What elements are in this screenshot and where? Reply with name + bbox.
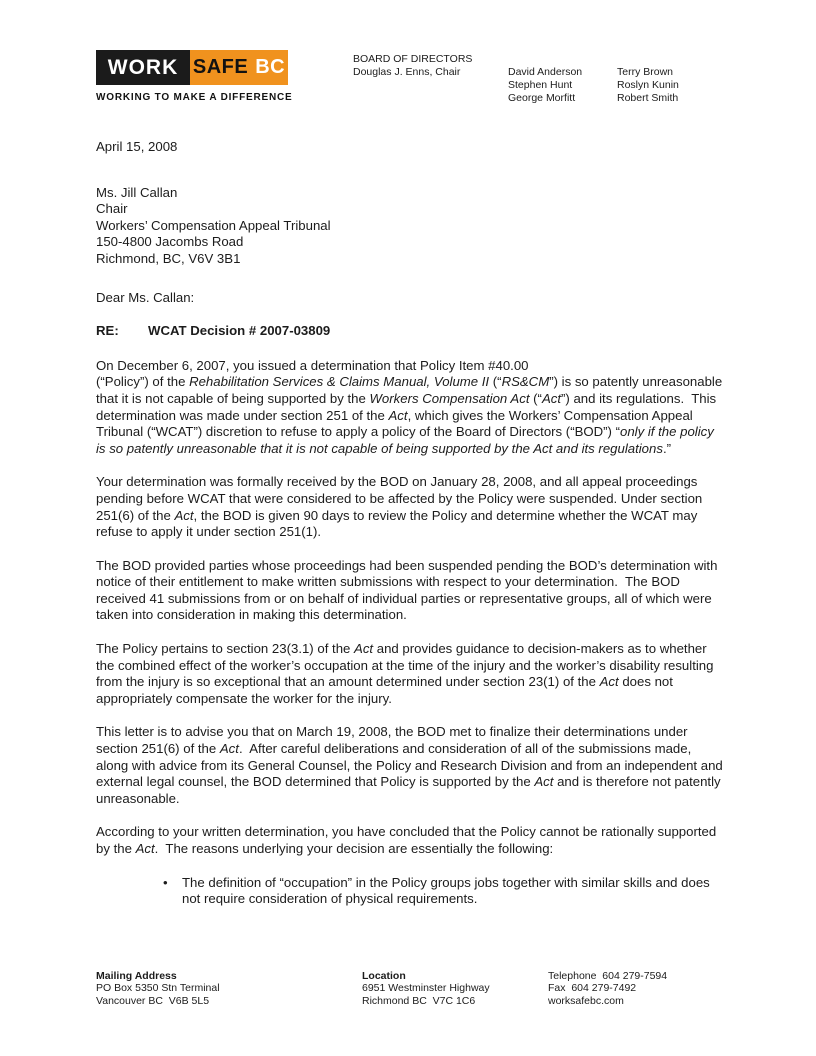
re-subject: WCAT Decision # 2007-03809 [148,323,331,339]
italic-text-segment: Act [174,507,194,523]
italic-text-segment: Act [541,390,561,406]
logo-wordmark [96,50,288,85]
italic-text-segment: RS&CM [501,374,550,390]
text-segment: . After careful deliberations and consideration of all of the submissions made, along with advice from its General Counsel, the Policy and Research Division and from an independent and external legal counsel, the BOD determined that Policy is supported by the [96,741,727,790]
director-name: Roslyn Kunin [617,79,679,91]
text-segment: . The reasons underlying your decision are essentially the following: [154,841,554,856]
italic-text-segment: Act [534,774,554,790]
recipient-line: Workers’ Compensation Appeal Tribunal [96,217,331,233]
director-name: Stephen Hunt [508,79,573,91]
board-chair-name: Douglas J. Enns, Chair [353,66,461,78]
italic-text-segment: Rehabilitation Services & Claims Manual, Volume II [189,374,490,390]
footer-line: Richmond BC V7C 1C6 [362,994,476,1007]
text-segment: ”) is so patently unreasonable that it is not capable of being supported by the [96,374,726,406]
logo-work-block [96,50,190,85]
bullet-text [182,875,724,908]
director-name: Terry Brown [617,66,674,78]
paragraph-4 [96,641,724,707]
text-segment: , the BOD is given 90 days to review the Policy and determine whether the WCAT may refuse to apply it under section 251(1). [96,507,701,540]
recipient-line: Richmond, BC, V6V 3B1 [96,250,241,266]
text-segment: and provides guidance to decision-makers as to whether the combined effect of the worker’s occupation at the time of the injury and the worker’s disability resulting from the injury is so exceptional that an amount determined under section 23(1) of the [96,641,718,690]
director-name: Robert Smith [617,92,679,104]
text-segment: The BOD provided parties whose proceedings had been suspended pending the BOD’s determination with notice of their entitlement to make written submissions with respect to your determination. The BOD received 41 submissions from or on behalf of individual parties or representative groups, all of which were taken into consideration in making this determination. [96,557,722,623]
text-segment: This letter is to advise you that on March 19, 2008, the BOD met to finalize their determinations under section 251(6) of the [96,724,692,757]
letter-date: April 15, 2008 [96,139,178,154]
logo-bc-text: BC [255,56,286,78]
bullet-item [163,875,724,908]
paragraph-3 [96,558,724,624]
bullet-marker: • [163,874,168,890]
italic-text-segment: only if the policy is so patently unreasonable that it is not capable of being supported by the Act and its regulations [96,424,718,456]
recipient-line: Ms. Jill Callan [96,184,178,200]
logo-safe-text: SAFE [192,56,249,78]
re-label: RE: [96,323,119,339]
worksafebc-logo [96,50,293,103]
paragraph-1 [96,358,724,458]
text-segment: ”) and its regulations. This determination was made under section 251 of the [96,390,720,423]
footer-line: Telephone 604 279-7594 [548,970,668,982]
footer-location-label: Location [362,970,406,982]
text-segment: does not appropriately compensate the worker for the injury. [96,674,677,706]
footer-line: Vancouver BC V6B 5L5 [96,994,210,1007]
paragraph-5 [96,724,727,807]
footer-mailing-label: Mailing Address [96,970,177,982]
footer-mailing-address [96,970,220,1007]
letter-body [96,139,727,908]
directors-column-2 [617,66,679,105]
salutation: Dear Ms. Callan: [96,289,195,305]
subject-line [96,323,724,340]
footer-contact-lines [548,970,667,1007]
text-segment: (“ [529,390,542,406]
paragraph-2 [96,474,724,540]
logo-work-text: WORK [107,55,179,79]
footer-contact [548,970,667,1007]
footer-location-lines [362,982,490,1007]
director-name: David Anderson [508,66,583,78]
text-segment: .” [662,440,672,456]
footer-line: PO Box 5350 Stn Terminal [96,982,220,995]
text-segment: and is therefore not patently unreasonable. [96,774,725,806]
italic-text-segment: Workers Compensation Act [369,390,530,406]
text-segment: On December 6, 2007, you issued a determination that Policy Item #40.00 [96,357,529,373]
text-segment: Your determination was formally received by the BOD on January 28, 2008, and all appeal proceedings pending before WCAT that were considered to be affected by the Policy were suspended. Under section 251(6) of the [96,474,706,523]
logo-tagline: WORKING TO MAKE A DIFFERENCE [96,92,293,103]
italic-text-segment: Act [354,641,374,657]
director-name: George Morfitt [508,92,576,104]
directors-column-1 [508,66,582,105]
footer-line: worksafebc.com [548,994,624,1007]
paragraph-6 [96,824,724,857]
footer-location [362,970,490,1007]
logo-safebc-block [190,50,288,85]
text-segment: (“Policy”) of the [96,374,190,390]
footer-mailing-lines [96,982,220,1007]
recipient-line: 150-4800 Jacombs Road [96,234,244,250]
recipient-address-block [96,185,724,268]
italic-text-segment: Act [135,841,155,856]
text-segment: (“ [489,374,502,390]
text-segment: , which gives the Workers’ Compensation Appeal Tribunal (“WCAT”) discretion to refuse to apply a policy of the Board of Directors (“BOD”) “ [96,407,697,440]
italic-text-segment: Act [388,407,408,423]
footer-line: 6951 Westminster Highway [362,982,490,995]
text-segment: According to your written determination, you have concluded that the Policy cannot be rationally supported by the [96,824,720,856]
text-segment: The Policy pertains to section 23(3.1) of the [96,641,355,657]
board-of-directors-title: BOARD OF DIRECTORS [353,53,473,65]
recipient-line: Chair [96,201,128,217]
footer-line: Fax 604 279-7492 [548,982,637,995]
italic-text-segment: Act [599,674,619,690]
text-segment: The definition of “occupation” in the Policy groups jobs together with similar skills and does not require consideration of physical requirements. [182,874,714,907]
italic-text-segment: Act [219,741,239,757]
